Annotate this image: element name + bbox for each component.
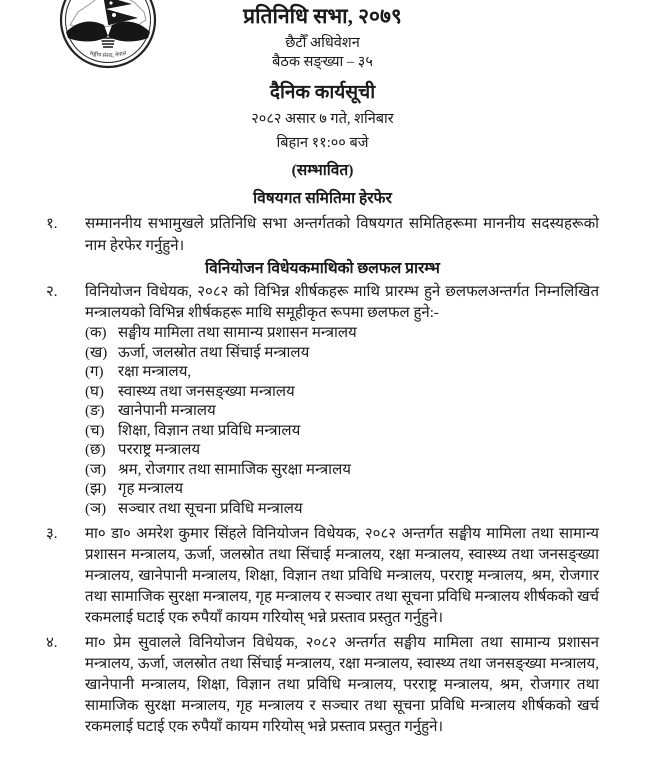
sub-item-label: (ञ): [85, 500, 107, 517]
sub-item-text: सङ्घीय मामिला तथा सामान्य प्रशासन मन्त्रालय: [118, 325, 357, 341]
date-line: २०८२ असार ७ गते, शनिबार: [251, 111, 394, 127]
ministry-sub-list: [85, 324, 599, 519]
sub-item-text: परराष्ट्र मन्त्रालय: [118, 442, 201, 458]
item-text: विनियोजन विधेयक, २०८२ को विभिन्न शीर्षकहरू माथि प्रारम्भ हुने छलफलअन्तर्गत निम्नलिखित मन्त्रालयको विभिन्न शीर्षकहरू माथि समूहीकृत रूपमा छलफल हुने:-: [85, 284, 599, 321]
sub-list-item: [85, 383, 599, 403]
sub-item-label: (ज): [85, 461, 107, 478]
item-text: मा० डा० अमरेश कुमार सिंहले विनियोजन विधेयक, २०८२ अन्तर्गत सङ्घीय मामिला तथा सामान्य प्रशासन मन्त्रालय, ऊर्जा, जलस्रोत तथा सिंचाई मन्त्रालय, रक्षा मन्त्रालय, स्वास्थ्य तथा जनसङ्ख्या मन्त्रालय, खानेपानी मन्त्रालय, शिक्षा, विज्ञान तथा प्रविधि मन्त्रालय, परराष्ट्र मन्त्रालय, श्रम, रोजगार तथा सामाजिक सुरक्षा मन्त्रालय, गृह मन्त्रालय र सञ्चार तथा सूचना प्रविधि मन्त्रालय शीर्षकको खर्च रकमलाई घटाई एक रुपैयाँ कायम गरियोस् भन्ने प्रस्ताव प्रस्तुत गर्नुहुने।: [85, 526, 599, 626]
item-number: १.: [46, 216, 58, 232]
sub-item-text: गृह मन्त्रालय: [118, 481, 184, 497]
item-number: ३.: [46, 526, 58, 542]
emblem-svg: [58, 0, 158, 70]
sub-item-label: (छ): [85, 442, 106, 458]
sub-item-text: सञ्चार तथा सूचना प्रविधि मन्त्रालय: [118, 500, 303, 517]
section-committee-change: [46, 189, 599, 257]
sub-item-text: रक्षा मन्त्रालय,: [118, 364, 192, 380]
item-number: २.: [46, 284, 58, 300]
agenda-item: [46, 214, 599, 257]
sub-list-item: [85, 480, 599, 500]
tentative-label: (सम्भावित): [291, 162, 354, 179]
sub-list-item: [85, 363, 599, 383]
sub-item-label: (घ): [85, 383, 104, 400]
sub-list-item: [85, 402, 599, 422]
sub-item-text: ऊर्जा, जलस्रोत तथा सिंचाई मन्त्रालय: [118, 344, 310, 361]
sub-list-item: [85, 344, 599, 364]
section-heading: विनियोजन विधेयकमाथिको छलफल प्रारम्भ: [205, 260, 440, 277]
sub-item-label: (ग): [85, 364, 104, 380]
sub-item-text: स्वास्थ्य तथा जनसङ्ख्या मन्त्रालय: [118, 383, 295, 400]
agenda-item: [46, 633, 599, 738]
sub-list-item: [85, 324, 599, 344]
meeting-number-line: बैठक सङ्ख्या – ३५: [272, 54, 373, 70]
section-appropriation-bill: [46, 259, 599, 738]
sub-item-label: (ङ): [85, 403, 105, 419]
page-title: प्रतिनिधि सभा, २०७९: [243, 4, 402, 28]
sub-list-item: [85, 461, 599, 481]
item-text: सम्माननीय सभामुखले प्रतिनिधि सभा अन्तर्गतको विषयगत समितिहरूमा माननीय सदस्यहरूको नाम हेरफेर गर्नुहुने।: [85, 216, 599, 254]
sub-item-label: (ख): [85, 344, 108, 361]
item-text: मा० प्रेम सुवालले विनियोजन विधेयक, २०८२ अन्तर्गत सङ्घीय मामिला तथा सामान्य प्रशासन मन्त्रालय, ऊर्जा, जलस्रोत तथा सिंचाई मन्त्रालय, रक्षा मन्त्रालय, स्वास्थ्य तथा जनसङ्ख्या मन्त्रालय, खानेपानी मन्त्रालय, शिक्षा, विज्ञान तथा प्रविधि मन्त्रालय, परराष्ट्र मन्त्रालय, श्रम, रोजगार तथा सामाजिक सुरक्षा मन्त्रालय, गृह मन्त्रालय र सञ्चार तथा सूचना प्रविधि मन्त्रालय शीर्षकको खर्च रकमलाई घटाई एक रुपैयाँ कायम गरियोस् भन्ने प्रस्ताव प्रस्तुत गर्नुहुने।: [85, 635, 599, 735]
section-heading: विषयगत समितिमा हेरफेर: [253, 190, 392, 207]
time-line: बिहान ११:०० बजे: [276, 135, 369, 151]
sub-item-label: (क): [85, 325, 107, 341]
sub-item-label: (च): [85, 422, 105, 439]
emblem-caption-text: सङ्घीय संसद, नेपाल: [88, 50, 128, 60]
federal-parliament-emblem-icon: [58, 0, 158, 70]
sub-item-text: श्रम, रोजगार तथा सामाजिक सुरक्षा मन्त्रालय: [118, 461, 351, 478]
doc-type-title: दैनिक कार्यसूची: [269, 82, 376, 103]
sub-list-item: [85, 441, 599, 461]
sub-list-item: [85, 500, 599, 520]
sub-item-text: खानेपानी मन्त्रालय: [118, 403, 216, 419]
session-line: छैटौँ अधिवेशन: [285, 35, 360, 51]
sub-item-label: (झ): [85, 481, 107, 497]
agenda-item: [46, 282, 599, 519]
item-number: ४.: [46, 635, 58, 651]
sub-list-item: [85, 422, 599, 442]
sub-item-text: शिक्षा, विज्ञान तथा प्रविधि मन्त्रालय: [118, 422, 301, 439]
agenda-item: [46, 524, 599, 629]
